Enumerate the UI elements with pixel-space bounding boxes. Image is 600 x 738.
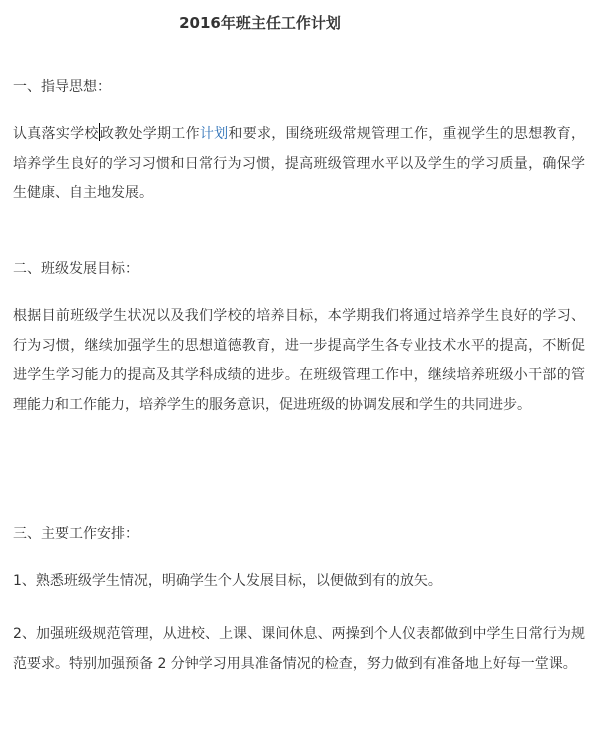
paragraph-work-item-2: 2、加强班级规范管理，从进校、上课、课间休息、两操到个人仪表都做到中学生日常行为规范要求。特别加强预备 2 分钟学习用具准备情况的检查，努力做到有准备地上好每一堂课。 xyxy=(13,626,585,672)
heading-main-work: 三、主要工作安排： xyxy=(13,526,139,542)
heading-guiding-ideology: 一、指导思想： xyxy=(13,79,111,95)
paragraph-text-start: 认真落实学校 xyxy=(13,126,99,142)
paragraph-class-goals: 根据目前班级学生状况以及我们学校的培养目标，本学期我们将通过培养学生良好的学习、行为习惯，继续加强学生的思想道德教育，进一步提高学生各专业技术水平的提高，不断促进学生学习能力的提高及其学科成绩的进步。在班级管理工作中，继续培养班级小干部的管理能力和工作能力，培养学生的服务意识，促进班级的协调发展和学生的共同进步。 xyxy=(13,308,585,413)
paragraph-guiding-ideology xyxy=(13,120,585,209)
document-title: 2016年班主任工作计划 xyxy=(179,14,341,32)
paragraph-work-item-1: 1、熟悉班级学生情况，明确学生个人发展目标，以便做到有的放矢。 xyxy=(13,573,442,589)
paragraph-text-middle: 政教处学期工作 xyxy=(99,126,200,142)
heading-class-goals: 二、班级发展目标： xyxy=(13,261,139,277)
plan-link[interactable]: 计划 xyxy=(199,126,229,142)
paragraph-text-end: 和要求，围绕班级常规管理工作，重视学生的思想教育，培养学生良好的学习习惯和日常行为习惯，提高班级管理水平以及学生的学习质量，确保学生健康、自主地发展。 xyxy=(13,126,586,201)
